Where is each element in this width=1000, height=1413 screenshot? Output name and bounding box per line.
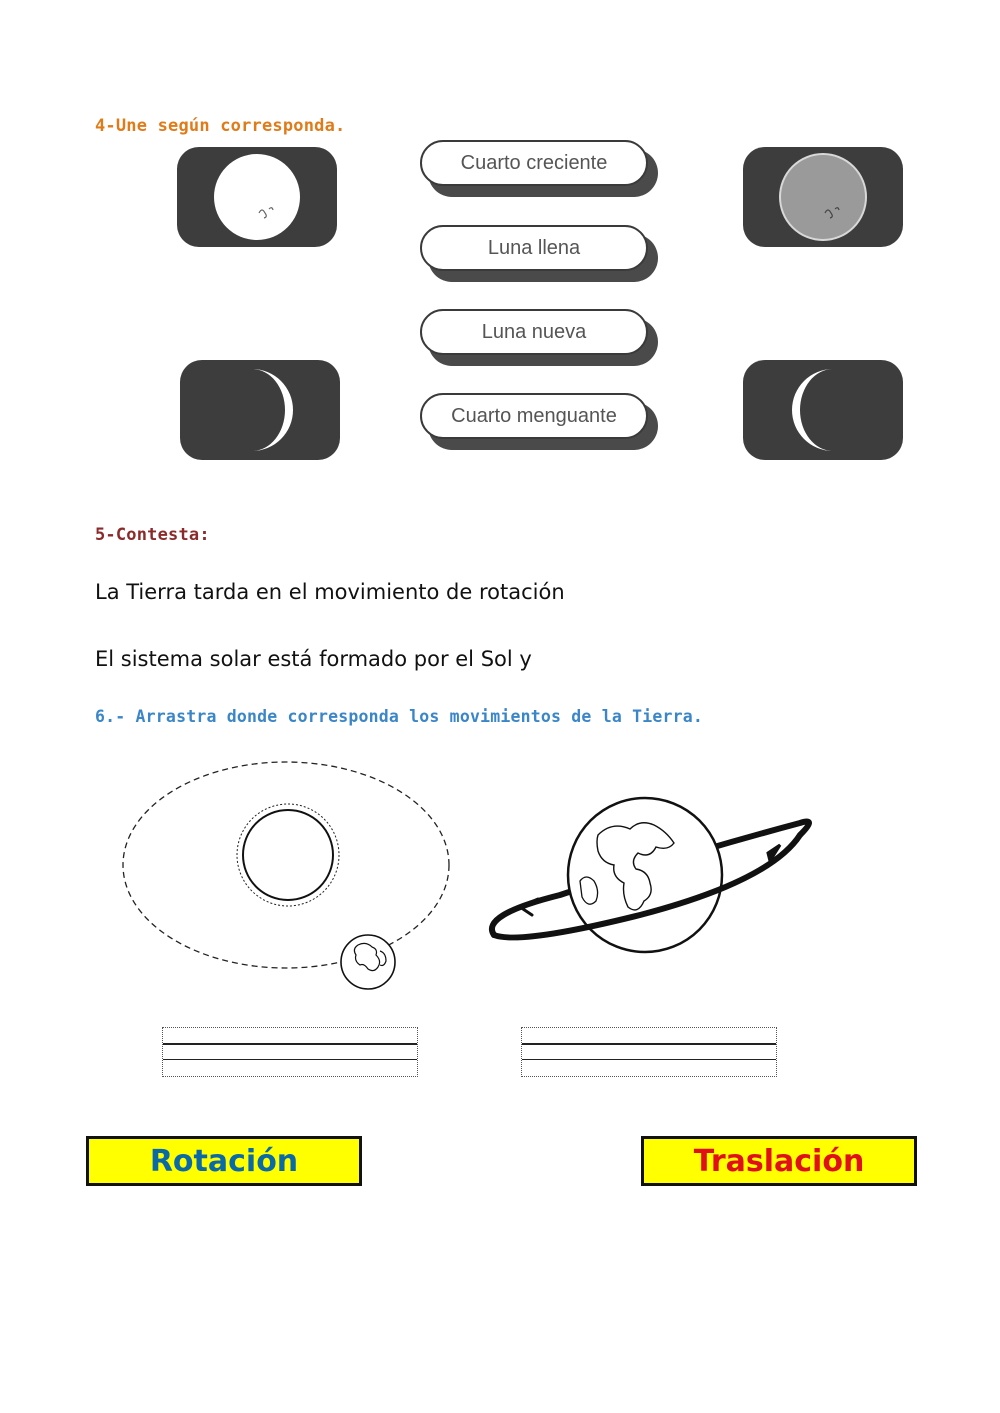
right-crescent-tile	[180, 360, 340, 460]
phase-label: Luna nueva	[420, 309, 648, 355]
new-moon-icon	[743, 147, 903, 247]
full-moon-tile	[177, 147, 337, 247]
section6-heading: 6.- Arrastra donde corresponda los movimientos de la Tierra.	[95, 707, 704, 726]
sentence-rotation-duration: La Tierra tarda en el movimiento de rotación	[95, 580, 565, 604]
drag-card-rotacion[interactable]: Rotación	[86, 1136, 362, 1186]
phase-label: Cuarto creciente	[420, 140, 648, 186]
phase-pill-2[interactable]	[420, 225, 652, 275]
full-moon-icon	[177, 147, 337, 247]
gray-moon-tile	[743, 147, 903, 247]
earth-small-icon	[341, 935, 395, 989]
rotation-diagram	[480, 795, 820, 965]
phase-pill-4[interactable]	[420, 393, 652, 443]
left-crescent-tile	[743, 360, 903, 460]
phase-pill-3[interactable]	[420, 309, 652, 359]
waxing-moon-icon	[180, 360, 340, 460]
sun-icon	[237, 804, 339, 906]
drop-zone-rotation[interactable]	[521, 1027, 777, 1077]
drop-zone-translation[interactable]	[162, 1027, 418, 1077]
sentence-solar-system: El sistema solar está formado por el Sol y	[95, 647, 532, 671]
phase-label: Luna llena	[420, 225, 648, 271]
translation-diagram	[110, 755, 470, 1000]
section5-heading: 5-Contesta:	[95, 525, 210, 545]
phase-pill-1[interactable]	[420, 140, 652, 190]
phase-label: Cuarto menguante	[420, 393, 648, 439]
drag-card-traslacion[interactable]: Traslación	[641, 1136, 917, 1186]
section4-heading: 4-Une según corresponda.	[95, 116, 346, 136]
waning-moon-icon	[743, 360, 903, 460]
